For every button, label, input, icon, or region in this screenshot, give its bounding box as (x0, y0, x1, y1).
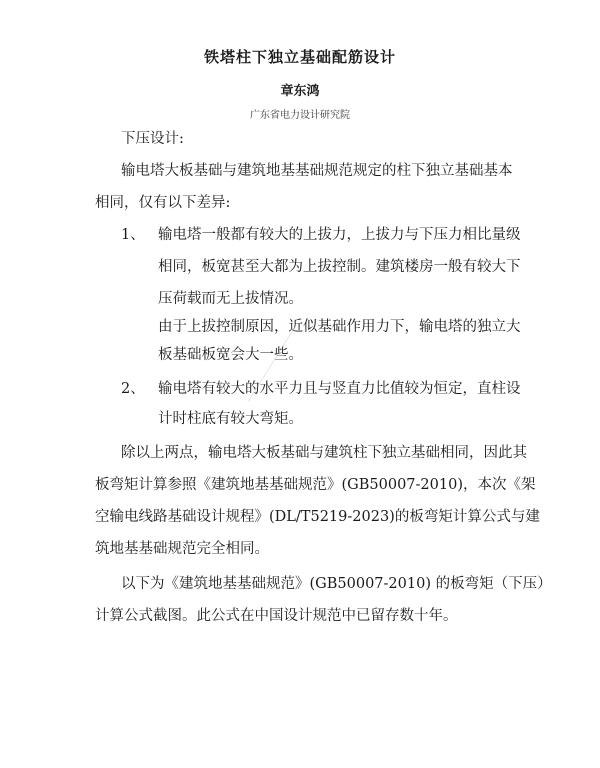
document-title: 铁塔柱下独立基础配筋设计 (203, 48, 396, 66)
list-item-line: 输电塔有较大的水平力且与竖直力比值较为恒定，直柱设 (158, 381, 521, 397)
paragraph-line: 空输电线路基础设计规程》(DL/T5219-2023)的板弯矩计算公式与建 (95, 509, 540, 525)
list-item-number: 1、 (121, 227, 145, 243)
list-item-line: 由于上拔控制原因，近似基础作用力下，输电塔的独立大 (158, 319, 521, 335)
paragraph-line: 筑地基基础规范完全相同。 (95, 541, 269, 557)
list-item-line: 压荷载而无上拔情况。 (158, 291, 303, 307)
list-item-line: 计时柱底有较大弯矩。 (158, 411, 303, 427)
paragraph-line: 计算公式截图。此公式在中国设计规范中已留存数十年。 (95, 608, 458, 624)
paragraph-line: 除以上两点，输电塔大板基础与建筑柱下独立基础相同，因此其 (121, 445, 527, 461)
paragraph-line: 以下为《建筑地基基础规范》(GB50007-2010) 的板弯矩（下压） (121, 576, 552, 592)
section-heading: 下压设计: (121, 131, 184, 147)
list-item-line: 板基础板宽会大一些。 (158, 347, 303, 363)
author-name: 章东鸿 (280, 84, 320, 99)
author-affiliation: 广东省电力设计研究院 (250, 110, 350, 121)
intro-line: 相同，仅有以下差异: (95, 195, 231, 211)
list-item-line: 输电塔一般都有较大的上拔力，上拔力与下压力相比量级 (158, 227, 521, 243)
paragraph-line: 板弯矩计算参照《建筑地基基础规范》(GB50007-2010)，本次《架 (95, 477, 536, 493)
list-item-line: 相同，板宽甚至大都为上拔控制。建筑楼房一般有较大下 (158, 259, 521, 275)
intro-line: 输电塔大板基础与建筑地基基础规范规定的柱下独立基础基本 (121, 163, 513, 179)
list-item-number: 2、 (121, 381, 145, 397)
